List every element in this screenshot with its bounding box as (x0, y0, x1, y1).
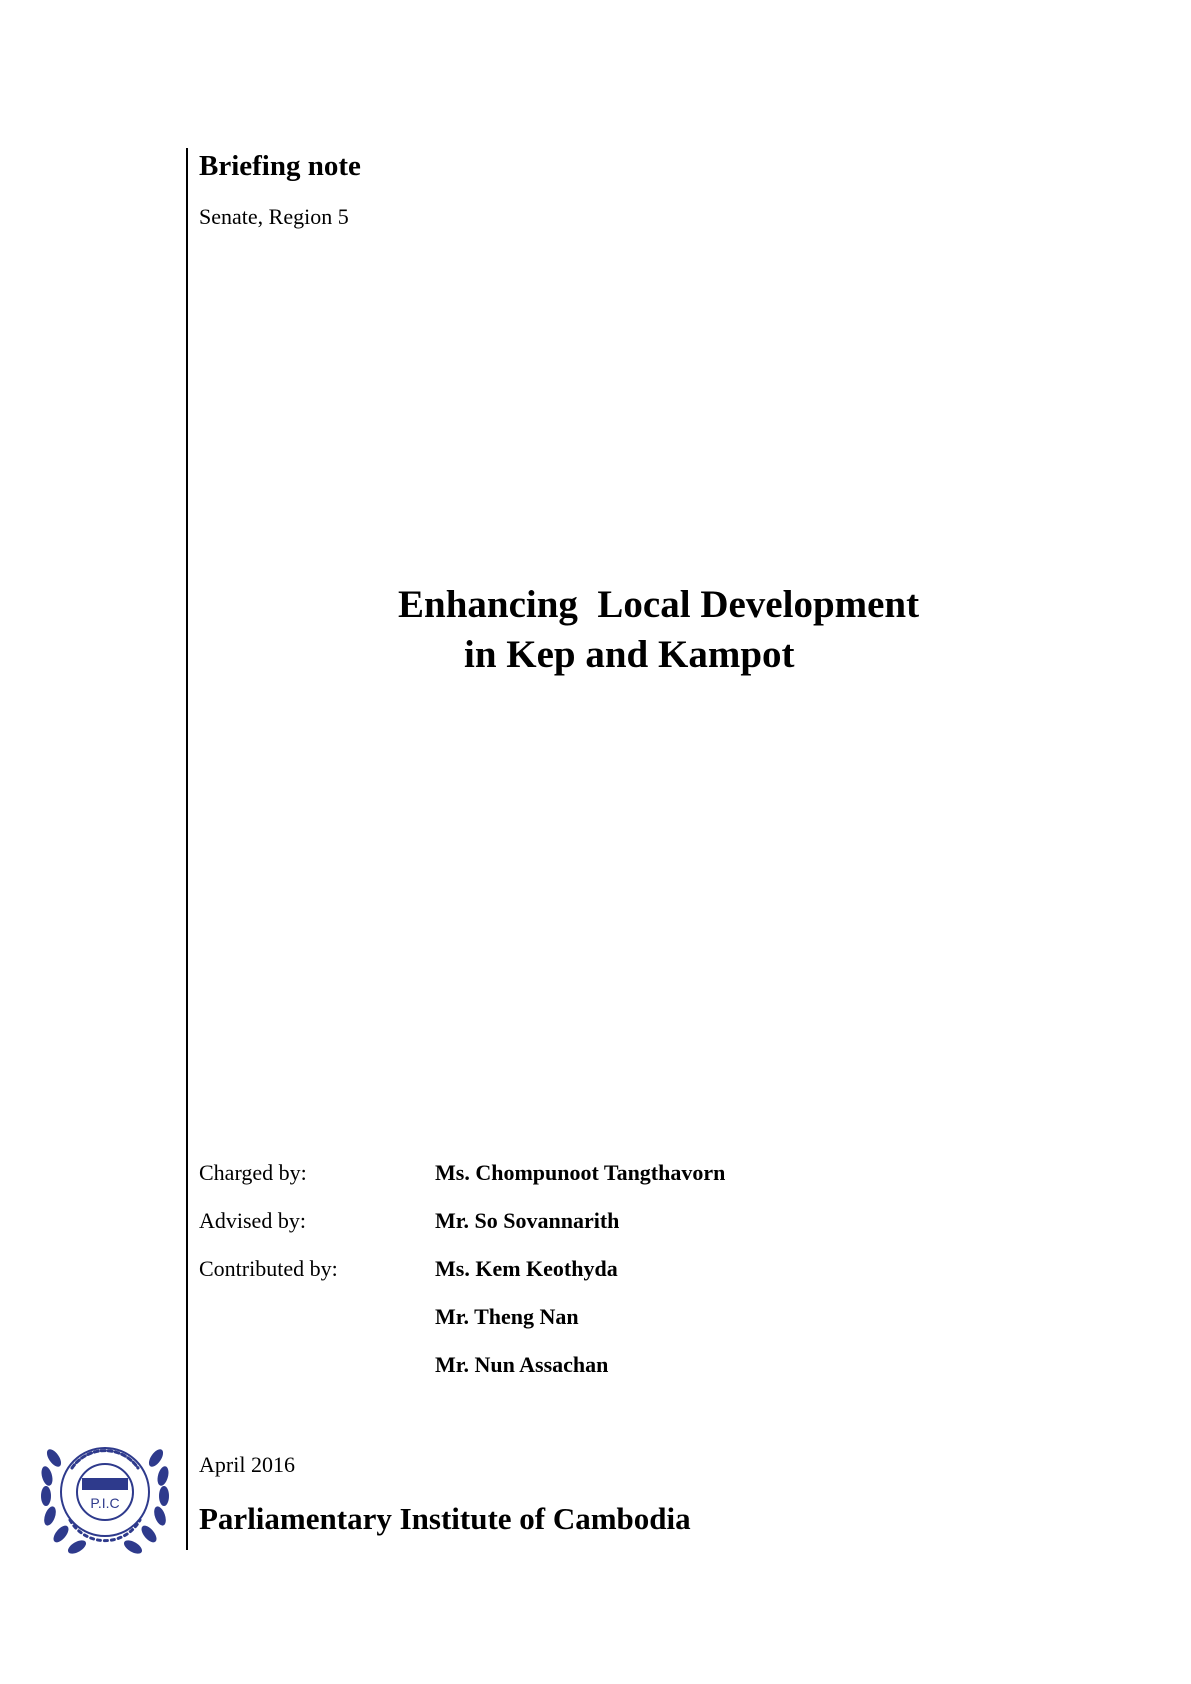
credit-name: Mr. So Sovannarith (435, 1208, 620, 1233)
credits-list (199, 1158, 899, 1398)
title-line-2: in Kep and Kampot (464, 633, 795, 676)
credit-name: Ms. Chompunoot Tangthavorn (435, 1160, 726, 1185)
credit-label: Advised by: (199, 1208, 306, 1233)
vertical-rule (186, 148, 188, 1550)
document-title (398, 580, 919, 680)
pic-laurel-seal-icon (34, 1428, 176, 1564)
document-subtype: Senate, Region 5 (199, 204, 349, 229)
credit-row (199, 1350, 899, 1398)
credit-label: Contributed by: (199, 1256, 338, 1281)
credit-row (199, 1302, 899, 1350)
credit-name: Mr. Nun Assachan (435, 1352, 609, 1377)
title-line-1: Enhancing Local Development (398, 583, 920, 626)
credit-row (199, 1206, 899, 1254)
credit-name: Ms. Kem Keothyda (435, 1256, 618, 1281)
document-type: Briefing note (199, 150, 361, 182)
credit-row (199, 1254, 899, 1302)
publication-date: April 2016 (199, 1452, 295, 1477)
credit-row (199, 1158, 899, 1206)
institute-name: Parliamentary Institute of Cambodia (199, 1501, 691, 1536)
credit-name: Mr. Theng Nan (435, 1304, 579, 1329)
logo-abbrev: P.I.C (90, 1495, 120, 1511)
credit-label: Charged by: (199, 1160, 307, 1185)
